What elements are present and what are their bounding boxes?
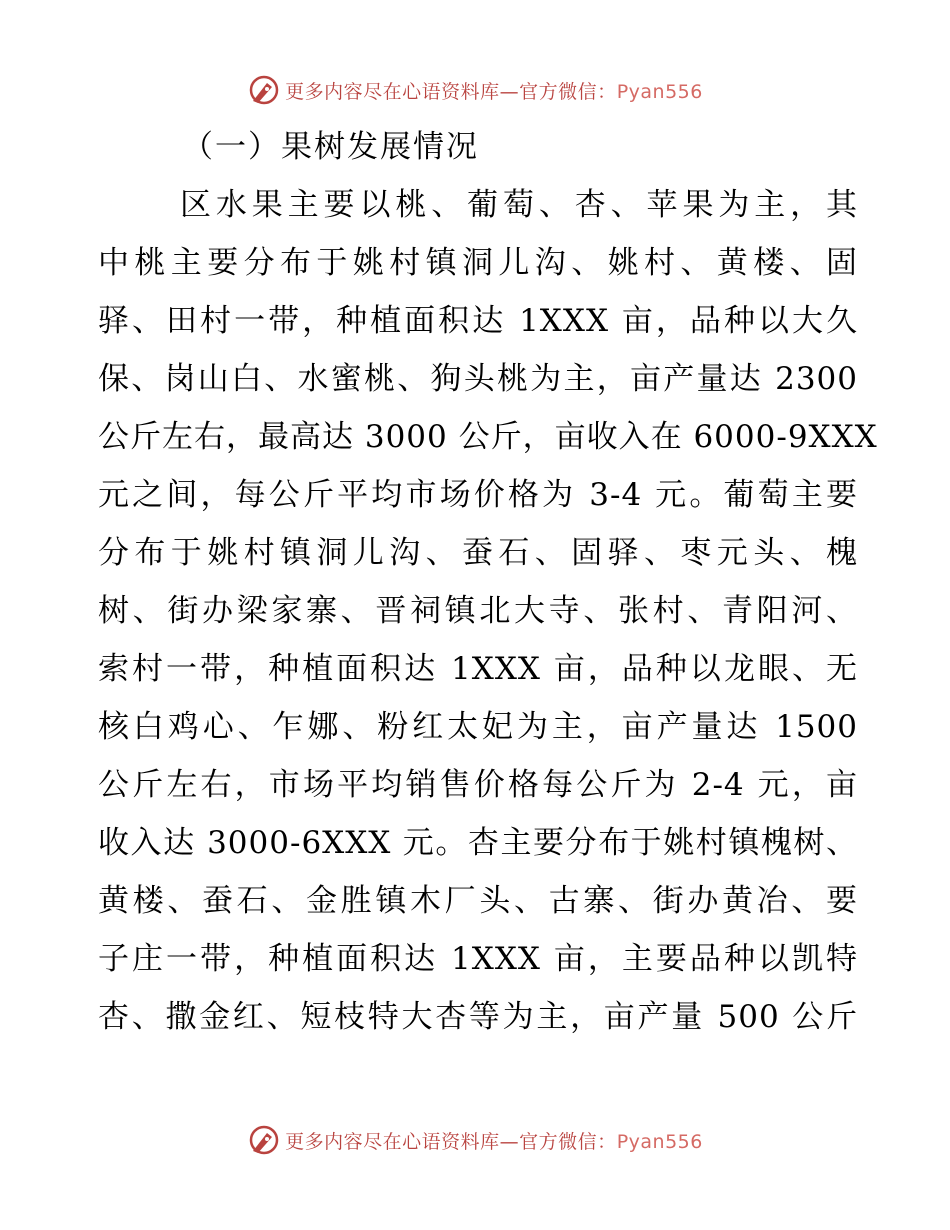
paragraph-line: 杏、撒金红、短枝特大杏等为主，亩产量 500 公斤 [98, 999, 858, 1035]
paragraph-line: 子庄一带，种植面积达 1XXX 亩，主要品种以凯特 [98, 941, 858, 977]
paragraph-line: 中桃主要分布于姚村镇洞儿沟、姚村、黄楼、固 [98, 245, 858, 281]
paragraph-line: 黄楼、蚕石、金胜镇木厂头、古寨、街办黄冶、要 [98, 883, 858, 919]
paragraph-line: 公斤左右，市场平均销售价格每公斤为 2-4 元，亩 [98, 767, 858, 803]
section-heading: （一）果树发展情况 [182, 129, 479, 165]
paragraph-line: 索村一带，种植面积达 1XXX 亩，品种以龙眼、无 [98, 651, 858, 687]
watermark-text: 更多内容尽在心语资料库—官方微信：Pyan556 [285, 80, 703, 103]
paragraph-line: 收入达 3000-6XXX 元。杏主要分布于姚村镇槐树、 [98, 825, 858, 861]
footer-watermark [0, 1120, 950, 1160]
paragraph-line: 公斤左右，最高达 3000 公斤，亩收入在 6000-9XXX [98, 419, 878, 455]
body-paragraph [98, 176, 878, 1046]
paragraph-line: 保、岗山白、水蜜桃、狗头桃为主，亩产量达 2300 [98, 361, 858, 397]
paragraph-line: 分布于姚村镇洞儿沟、蚕石、固驿、枣元头、槐 [98, 535, 858, 571]
paragraph-line: 元之间，每公斤平均市场价格为 3-4 元。葡萄主要 [98, 477, 858, 513]
paragraph-line: 树、街办梁家寨、晋祠镇北大寺、张村、青阳河、 [98, 593, 858, 629]
header-watermark [0, 70, 950, 110]
pen-nib-circle-icon [247, 73, 281, 107]
paragraph-line: 核白鸡心、乍娜、粉红太妃为主，亩产量达 1500 [98, 709, 858, 745]
paragraph-line: 驿、田村一带，种植面积达 1XXX 亩，品种以大久 [98, 303, 858, 339]
watermark-text: 更多内容尽在心语资料库—官方微信：Pyan556 [285, 1130, 703, 1153]
document-body [98, 118, 878, 1046]
pen-nib-circle-icon [247, 1123, 281, 1157]
paragraph-line: 区水果主要以桃、葡萄、杏、苹果为主，其 [180, 187, 858, 223]
